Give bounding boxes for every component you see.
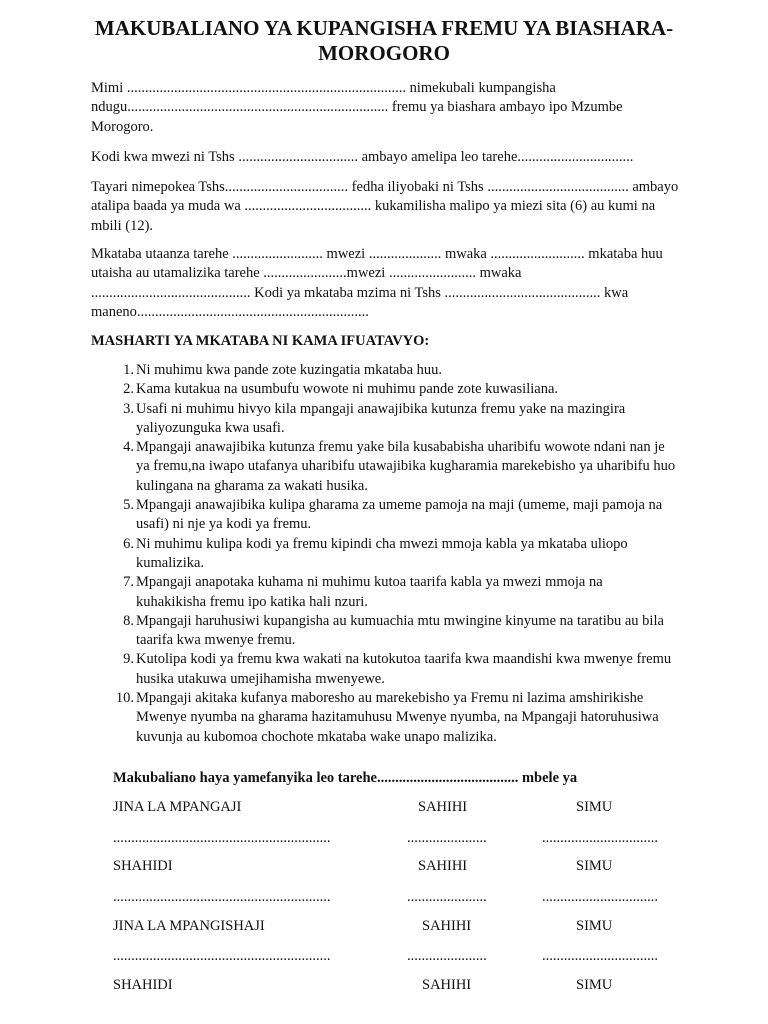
term-number: 8.	[123, 612, 134, 629]
tenant-name-label: JINA LA MPANGAJI	[113, 799, 242, 815]
phone-label: SIMU	[576, 977, 613, 993]
signature-lines-landlord	[0, 947, 768, 967]
signature-blank: ......................	[407, 830, 487, 846]
phone-blank: ................................	[542, 889, 658, 905]
term-text: Usafi ni muhimu hivyo kila mpangaji anawajibika kutunza fremu yake na mazingira yaliyozunguka kwa usafi.	[136, 400, 626, 436]
term-text: Kama kutakua na usumbufu wowote ni muhimu pande zote kuwasiliana.	[136, 381, 559, 398]
signature-blank: ......................	[407, 948, 487, 964]
term-number: 4.	[123, 439, 134, 456]
signature-label: SAHIHI	[422, 918, 472, 934]
term-number: 2.	[123, 381, 134, 398]
landlord-name-label: JINA LA MPANGISHAJI	[113, 918, 265, 934]
terms-list	[115, 361, 676, 747]
witness-label: SHAHIDI	[113, 858, 173, 874]
signature-label: SAHIHI	[422, 977, 472, 993]
term-item	[123, 496, 676, 535]
term-text: Mpangaji anawajibika kulipa gharama za umeme pamoja na maji (umeme, maji pamoja na usafi) ni nje ya kodi ya fremu.	[136, 497, 663, 533]
signature-header-landlord-witness	[0, 976, 768, 996]
term-text: Mpangaji anapotaka kuhama ni muhimu kutoa taarifa kabla ya mwezi mmoja na kuhakikisha fremu ipo katika hali nzuri.	[136, 574, 603, 610]
term-number: 6.	[123, 535, 134, 552]
term-item	[123, 573, 676, 612]
term-number: 1.	[123, 362, 134, 378]
name-blank: ............................................................	[113, 948, 331, 964]
phone-label: SIMU	[576, 858, 613, 874]
term-text: Kutolipa kodi ya fremu kwa wakati na kutokutoa taarifa kwa maandishi kwa mwenye fremu husika utakuwa umejihamisha mwenyewe.	[136, 651, 672, 687]
term-number: 9.	[123, 651, 134, 668]
signature-header-tenant	[0, 798, 768, 818]
term-number: 5.	[123, 497, 134, 514]
signature-label: SAHIHI	[418, 858, 468, 874]
term-item	[115, 689, 676, 747]
term-number: 10.	[115, 690, 134, 707]
paragraph-term: Mkataba utaanza tarehe ......................... mwezi .................... mwaka .......................... mkataba huu utaisha au utamalizika tarehe .......................mwezi ........................ mwaka ............................................ Kodi ya mkataba mzima ni Tshs ........................................... kwa maneno................................................................	[91, 246, 663, 320]
term-item	[123, 535, 676, 574]
term-text: Mpangaji akitaka kufanya maboresho au marekebisho ya Fremu ni lazima amshirikishe Mwenye nyumba na gharama hazitamuhusu Mwenye nyumba, na Mpangaji hatoruhusiwa kuvunja au kubomoa chochote mkataba wake unapo malizika.	[136, 690, 659, 745]
term-item	[123, 612, 676, 651]
document-title: MAKUBALIANO YA KUPANGISHA FREMU YA BIASHARA- MOROGORO	[94, 16, 674, 65]
term-item	[123, 400, 676, 439]
signature-blank: ......................	[407, 889, 487, 905]
name-blank: ............................................................	[113, 889, 331, 905]
signature-lines-tenant	[0, 829, 768, 849]
term-item	[123, 650, 676, 689]
phone-blank: ................................	[542, 830, 658, 846]
term-text: Mpangaji haruhusiwi kupangisha au kumuachia mtu mwingine kinyume na taratibu au bila taarifa kwa mwenye fremu.	[136, 612, 664, 649]
paragraph-rent: Kodi kwa mwezi ni Tshs ................................. ambayo amelipa leo tarehe................................	[91, 149, 634, 165]
term-text: Ni muhimu kulipa kodi ya fremu kipindi cha mwezi mmoja kabla ya mkataba uliopo kumalizika.	[136, 535, 628, 571]
terms-heading: MASHARTI YA MKATABA NI KAMA IFUATAVYO:	[91, 333, 430, 349]
term-text: Ni muhimu kwa pande zote kuzingatia mkataba huu.	[136, 362, 443, 378]
term-number: 7.	[123, 574, 134, 591]
term-number: 3.	[123, 400, 134, 417]
phone-blank: ................................	[542, 948, 658, 964]
phone-label: SIMU	[576, 918, 613, 934]
phone-label: SIMU	[576, 799, 613, 815]
name-blank: ............................................................	[113, 830, 331, 846]
term-text: Mpangaji anawajibika kutunza fremu yake bila kusababisha uharibifu wowote ndani nan je ya fremu,na iwapo utafanya uharibifu utawajibika kugharamia marekebisho ya uharibifu huo kulingana na gharama za wakati husika.	[136, 439, 676, 494]
agreement-line: Makubaliano haya yamefanyika leo tarehe....................................... mbele ya	[113, 770, 578, 786]
term-item	[123, 380, 676, 399]
signature-lines-tenant-witness	[0, 888, 768, 908]
term-item	[123, 438, 676, 496]
signature-header-landlord	[0, 917, 768, 937]
term-item	[123, 361, 676, 380]
witness-label: SHAHIDI	[113, 977, 173, 993]
signature-label: SAHIHI	[418, 799, 468, 815]
paragraph-payment: Tayari nimepokea Tshs.................................. fedha iliyobaki ni Tshs ....................................... ambayo atalipa baada ya muda wa ................................... kukamilisha malipo ya miezi sita (6) au kumi na mbili (12).	[91, 179, 679, 234]
paragraph-parties: Mimi ............................................................................. nimekubali kumpangisha ndugu........................................................................ fremu ya biashara ambayo ipo Mzumbe Morogoro.	[91, 80, 623, 135]
signature-header-tenant-witness	[0, 857, 768, 877]
